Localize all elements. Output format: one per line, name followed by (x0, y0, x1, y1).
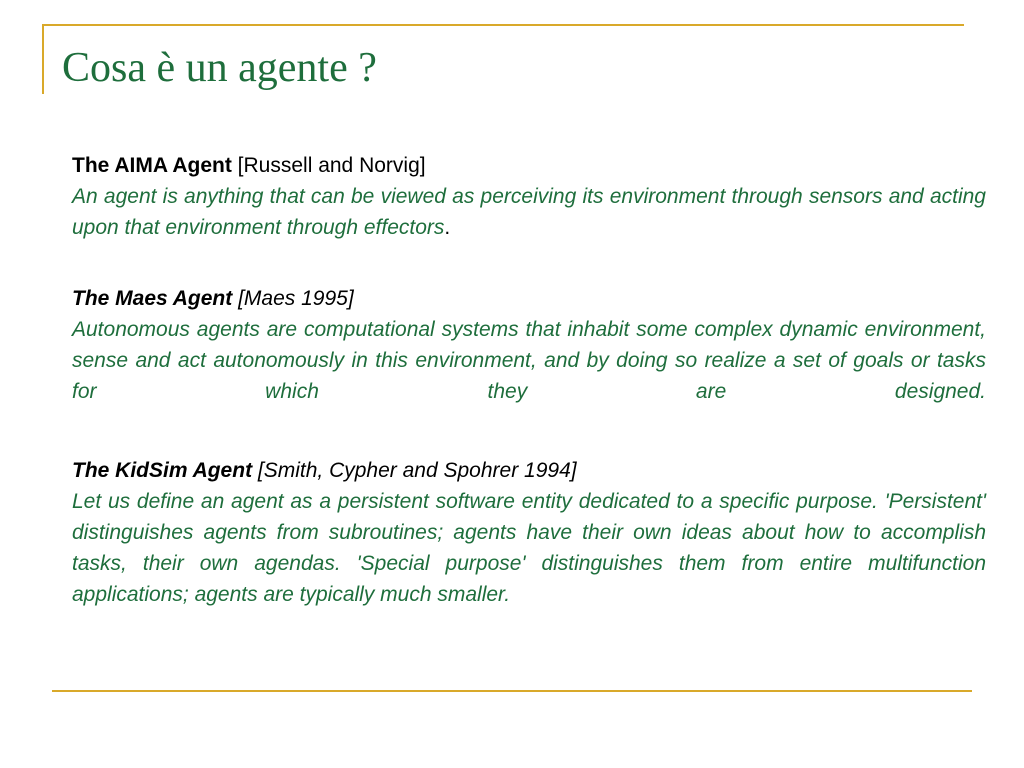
definition-name: The Maes Agent (72, 287, 233, 310)
title-accent-vertical-line (42, 24, 44, 94)
definition-text (72, 181, 986, 243)
definition-kidsim (72, 455, 986, 610)
definition-reference: [Smith, Cypher and Spohrer 1994] (257, 459, 577, 482)
slide-content (72, 150, 986, 610)
definition-name: The KidSim Agent (72, 459, 253, 482)
definition-reference: [Russell and Norvig] (237, 154, 426, 177)
definition-heading (72, 150, 986, 181)
definition-aima (72, 150, 986, 243)
title-accent-top-line (42, 24, 964, 26)
definition-text-content: An agent is anything that can be viewed as perceiving its environment through sensors and acting upon that environment through effectors (72, 185, 986, 239)
definition-heading (72, 283, 986, 314)
spacer (72, 243, 986, 283)
spacer (72, 407, 986, 455)
definition-name: The AIMA Agent (72, 154, 232, 177)
definition-text: Autonomous agents are computational systems that inhabit some complex dynamic environment, sense and act autonomously in this environment, and by doing so realize a set of goals or tasks for which they are designed. (72, 318, 986, 403)
footer-accent-line (52, 690, 972, 692)
slide-title: Cosa è un agente ? (62, 45, 377, 91)
definition-reference: [Maes 1995] (238, 287, 354, 310)
definition-text-period: . (444, 216, 451, 239)
definition-heading (72, 455, 986, 486)
definition-text: Let us define an agent as a persistent software entity dedicated to a specific purpose. 'Persistent' distinguishes agents from subroutines; agents have their own ideas about how to accomplish tasks, their own agendas. 'Special purpose' distinguishes them from entire multifunction applications; agents are typically much smaller. (72, 490, 986, 606)
definition-maes (72, 283, 986, 407)
